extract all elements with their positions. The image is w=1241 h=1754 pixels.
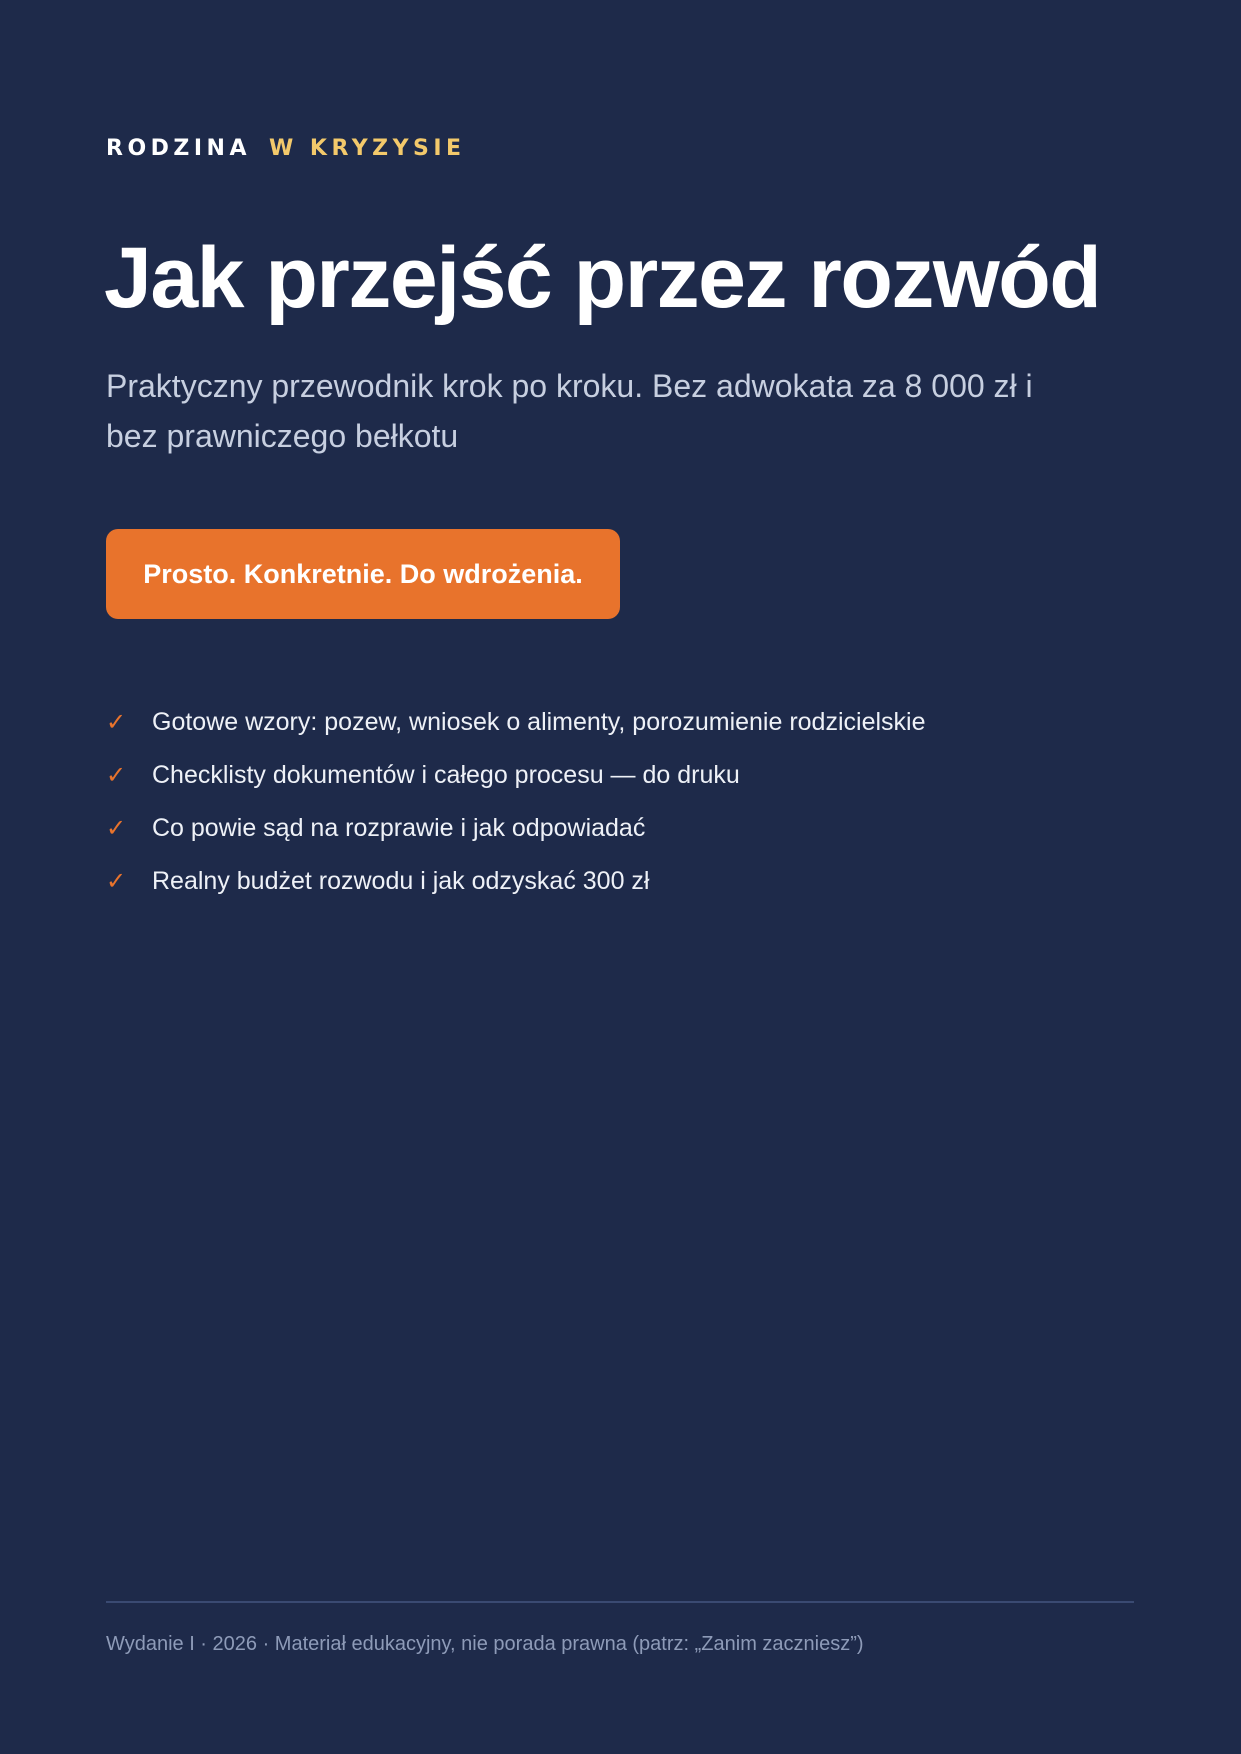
footer-note: Wydanie I · 2026 · Materiał edukacyjny, nie porada prawna (patrz: „Zanim zaczniesz”) bbox=[106, 1633, 864, 1655]
brand-word-w-kryzysie: W KRYZYSIE bbox=[268, 136, 466, 161]
feature-text: Co powie sąd na rozprawie i jak odpowiadać bbox=[152, 814, 646, 842]
checkmark-icon: ✓ bbox=[106, 814, 127, 842]
feature-text: Realny budżet rozwodu i jak odzyskać 300 zł bbox=[152, 867, 650, 895]
footer-divider bbox=[106, 1601, 1134, 1603]
feature-text: Gotowe wzory: pozew, wniosek o alimenty, porozumienie rodzicielskie bbox=[152, 708, 926, 736]
feature-list bbox=[106, 696, 926, 908]
checkmark-icon: ✓ bbox=[106, 708, 127, 736]
checkmark-icon: ✓ bbox=[106, 761, 127, 789]
list-item bbox=[106, 749, 926, 802]
list-item bbox=[106, 802, 926, 855]
checkmark-icon: ✓ bbox=[106, 867, 127, 895]
brand-logo bbox=[106, 134, 466, 164]
tagline-badge: Prosto. Konkretnie. Do wdrożenia. bbox=[106, 529, 620, 619]
page-title: Jak przejść przez rozwód bbox=[104, 230, 1101, 326]
list-item bbox=[106, 855, 926, 908]
brand-word-rodzina: RODZINA bbox=[106, 136, 251, 161]
feature-text: Checklisty dokumentów i całego procesu — do druku bbox=[152, 761, 740, 789]
page-subtitle: Praktyczny przewodnik krok po kroku. Bez adwokata za 8 000 zł i bez prawniczego bełkotu bbox=[106, 368, 1033, 454]
list-item bbox=[106, 696, 926, 749]
